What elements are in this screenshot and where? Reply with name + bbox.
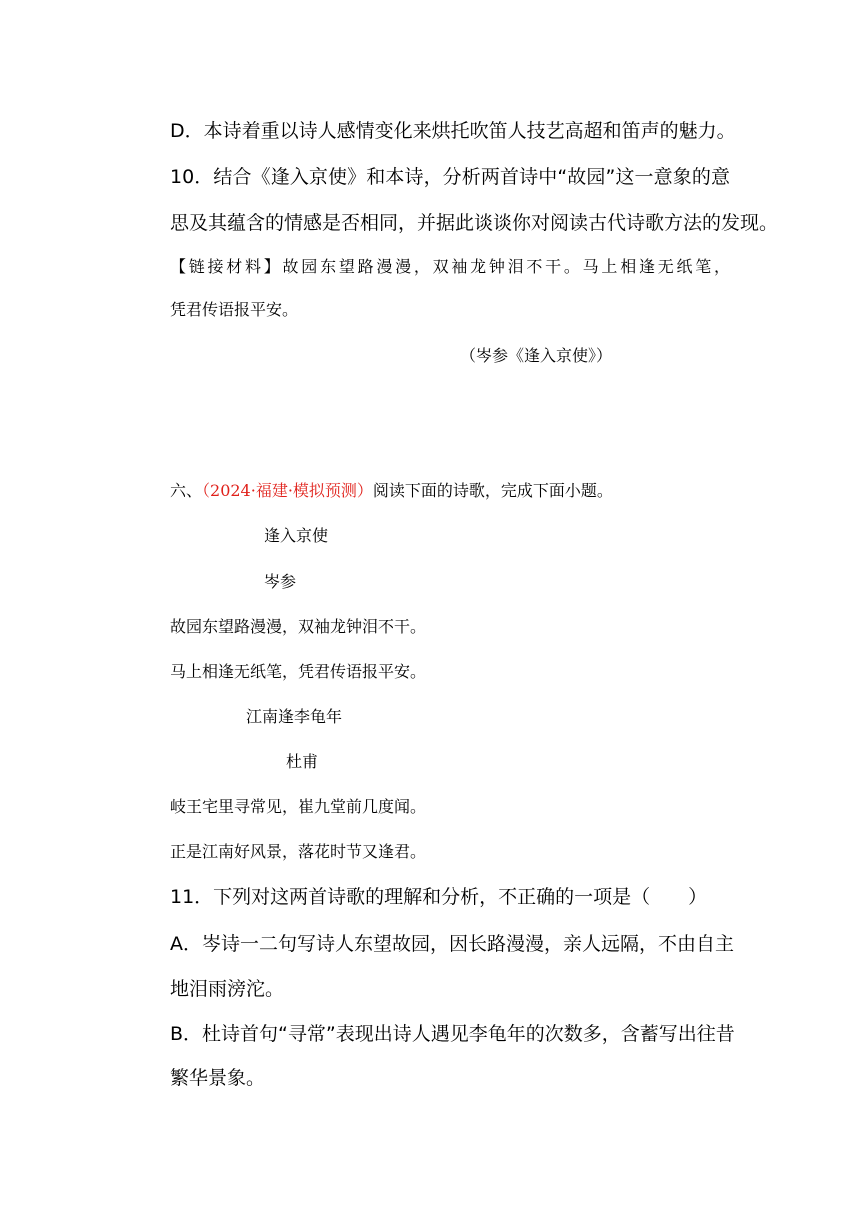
link-material-line-2: 凭君传语报平安。	[170, 300, 299, 319]
q9-option-d: D．本诗着重以诗人感情变化来烘托吹笛人技艺高超和笛声的魅力。	[170, 120, 736, 142]
q10-line-1: 10．结合《逢入京使》和本诗，分析两首诗中“故园”这一意象的意	[170, 166, 730, 188]
poem-2-line-2: 正是江南好风景，落花时节又逢君。	[170, 842, 427, 861]
q10-line-2: 思及其蕴含的情感是否相同，并据此谈谈你对阅读古代诗歌方法的发现。	[170, 212, 779, 234]
section-6-heading	[170, 478, 613, 501]
poem-2-line-1: 岐王宅里寻常见，崔九堂前几度闻。	[170, 797, 427, 816]
poem-2-title: 江南逢李龟年	[246, 707, 343, 726]
q11-option-a-line-1: A．岑诗一二句写诗人东望故园，因长路漫漫，亲人远隔，不由自主	[170, 933, 734, 955]
section-6-prefix: 六、	[170, 481, 203, 500]
section-6-source-tag: （2024·福建·模拟预测）	[202, 481, 373, 500]
q11-stem: 11．下列对这两首诗歌的理解和分析，不正确的一项是（ ）	[170, 886, 708, 908]
link-material-line-1: 【链接材料】故园东望路漫漫，双袖龙钟泪不干。马上相逢无纸笔，	[170, 257, 730, 276]
q11-option-a-line-2: 地泪雨滂沱。	[170, 978, 285, 1000]
poem-1-title: 逢入京使	[264, 526, 329, 545]
section-6-instruction: 阅读下面的诗歌，完成下面小题。	[372, 481, 613, 500]
poem-1-line-2: 马上相逢无纸笔，凭君传语报平安。	[170, 662, 427, 681]
poem-1-line-1: 故园东望路漫漫，双袖龙钟泪不干。	[170, 617, 427, 636]
poem-1-author: 岑参	[264, 572, 297, 591]
q11-option-b-line-2: 繁华景象。	[170, 1067, 266, 1089]
q11-option-b-line-1: B．杜诗首句“寻常”表现出诗人遇见李龟年的次数多，含蓄写出往昔	[170, 1023, 735, 1045]
link-material-source: （岑参《逢入京使》）	[460, 346, 613, 365]
poem-2-author: 杜甫	[286, 752, 319, 771]
